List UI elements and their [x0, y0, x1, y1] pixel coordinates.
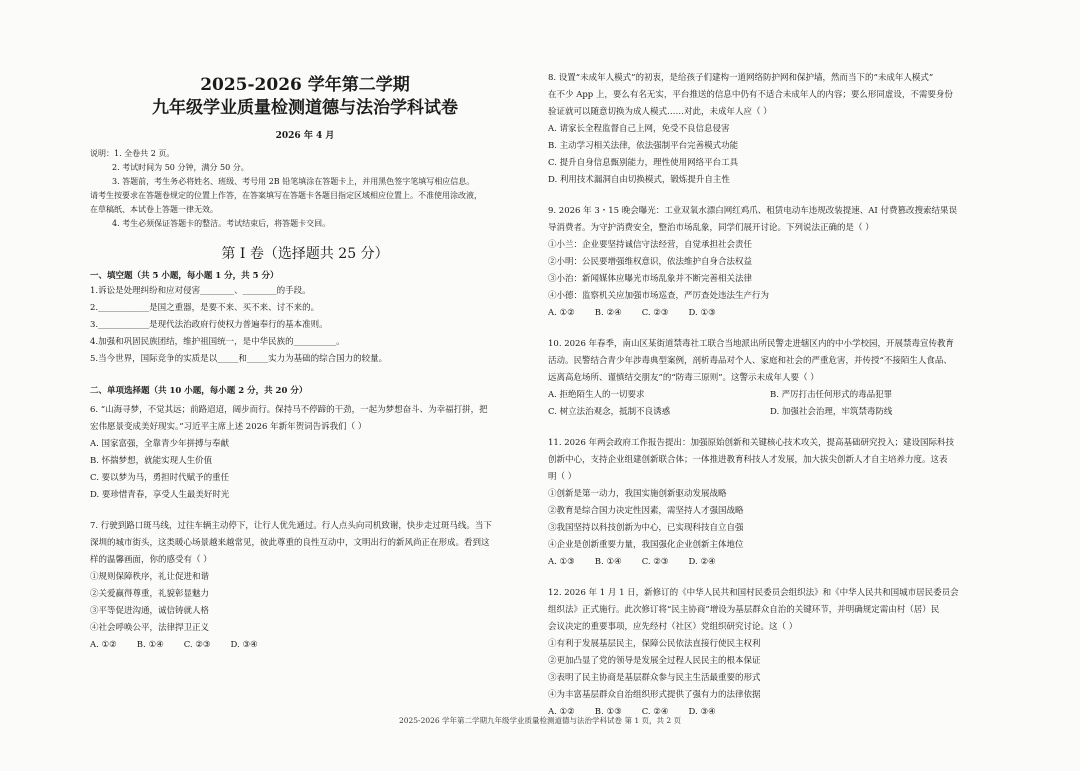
instruction-line: 3. 答题前，考生务必将姓名、班级、考号用 2B 铅笔填涂在答题卡上，并用黑色签字笔填写相应信息。: [112, 177, 475, 186]
option-d: D. ①③: [688, 308, 716, 318]
question-stem: 深圳的城市街头，这类暖心场景越来越常见，彼此尊重的良性互动中，文明出行的新风尚正在形成。看到这: [90, 538, 490, 548]
exam-date: 2026 年 4 月: [275, 131, 335, 141]
statement-item: ④企业是创新重要力量，我国强化企业创新主体地位: [548, 540, 744, 550]
part-one-title: 第 I 卷（选择题共 25 分）: [221, 246, 389, 262]
option-a: A. 拒绝陌生人的一切要求: [548, 390, 645, 400]
option-b: B. ①③: [594, 707, 622, 717]
question-stem: 9. 2026 年 3・15 晚会曝光：工业双氧水漂白网红鸡爪、租赁电动车违规改装提速、AI 付费篡改搜索结果误: [548, 206, 957, 216]
fill-blank-item: 3.____________是现代法治政府行使权力普遍奉行的基本准则。: [90, 320, 328, 330]
option-c: C. 提升自身信息甄别能力，理性使用网络平台工具: [548, 158, 739, 168]
statement-item: ③我国坚持以科技创新为中心，已实现科技自立自强: [548, 523, 744, 533]
question-stem: 7. 行驶到路口斑马线，过往车辆主动停下，让行人优先通过。行人点头向司机致谢，快步走过斑马线。当下: [90, 521, 492, 531]
left-column: [90, 70, 520, 654]
right-column: [548, 70, 992, 721]
statement-item: ②教育是综合国力决定性因素，需坚持人才强国战略: [548, 506, 744, 516]
statement-item: ①规则保障秩序，礼让促进和谐: [90, 572, 210, 582]
statement-item: ④为丰富基层群众自治组织形式提供了强有力的法律依据: [548, 690, 761, 700]
question-stem: 创新中心，支持企业组建创新联合体；一体推进教育科技人才发展，加大拔尖创新人才自主培养力度。这表: [548, 455, 948, 465]
option-d: D. ③④: [688, 707, 716, 717]
option-c: C. ②③: [641, 308, 669, 318]
answer-options-row: [548, 404, 992, 421]
page-footer: 2025-2026 学年第二学期九年级学业质量检测道德与法治学科试卷 第 1 页，共 2 页: [398, 716, 682, 725]
question-stem: 明（ ）: [548, 472, 577, 482]
section-single-choice-title: 二、单项选择题（共 10 小题，每小题 2 分，共 20 分）: [90, 386, 308, 396]
question-stem: 8. 设置“未成年人模式”的初衷，是给孩子们建构一道网络防护网和保护墙，然而当下的“未成年人模式”: [548, 73, 934, 83]
option-b: B. 怀揣梦想，就能实现人生价值: [90, 456, 213, 466]
answer-options: [548, 305, 992, 322]
question-stem: 活动。民警结合青少年涉毒典型案例，剖析毒品对个人、家庭和社会的严重危害，并传授“不接陌生人食品、: [548, 356, 952, 366]
answer-options-row: [548, 387, 992, 404]
option-d: D. ③④: [230, 640, 258, 650]
question-6: [90, 402, 520, 504]
option-c: C. ②③: [641, 557, 669, 567]
option-c: C. ②③: [183, 640, 211, 650]
option-d: D. 加强社会治理，牢筑禁毒防线: [770, 407, 893, 417]
question-7: [90, 518, 520, 654]
question-8: [548, 70, 992, 189]
question-stem: 11. 2026 年两会政府工作报告提出：加强原始创新和关键核心技术攻关，提高基础研究投入；建设国际科技: [548, 438, 955, 448]
statement-item: ④小德：监察机关应加强市场巡查，严厉查处违法生产行为: [548, 291, 770, 301]
question-stem: 在不少 App 上，要么有名无实，平台推送的信息中仍有不适合未成年人的内容；要么形同虚设，不需要身份: [548, 90, 953, 100]
answer-options: [90, 637, 520, 654]
instruction-line: 请考生按要求在答题卷规定的位置上作答，在答案填写在答题卡各题目指定区域相应位置上。不准使用涂改液，: [90, 191, 482, 200]
option-c: C. 要以梦为马，勇担时代赋予的重任: [90, 473, 230, 483]
option-c: C. 树立法治观念，抵制不良诱惑: [548, 407, 671, 417]
statement-item: ③平等促进沟通，诚信铸就人格: [90, 606, 210, 616]
option-b: B. 严厉打击任何形式的毒品犯罪: [770, 390, 893, 400]
instruction-line: 在草稿纸、本试卷上答题一律无效。: [90, 205, 218, 214]
question-stem: 样的温馨画面，你的感受有（ ）: [90, 555, 212, 565]
statement-item: ①有利于发展基层民主，保障公民依法直接行使民主权利: [548, 639, 761, 649]
option-b: B. ②④: [594, 308, 622, 318]
question-stem: 6. “山海寻梦，不觉其远；前路迢迢，阔步而行。保持马不停蹄的干劲，一起为梦想奋斗、为幸福打拼，把: [90, 405, 488, 415]
question-stem: 导消费者。为守护消费安全，整治市场乱象，同学们展开讨论。下列说法正确的是（ ）: [548, 223, 874, 233]
question-stem: 会议决定的重要事项，应先经村（社区）党组织研究讨论。这（ ）: [548, 622, 798, 632]
option-b: B. ①④: [594, 557, 622, 567]
question-12: [548, 585, 992, 721]
option-c: C. ②④: [641, 707, 669, 717]
option-d: D. ②④: [688, 557, 716, 567]
question-stem: 10. 2026 年春季，南山区某街道禁毒社工联合当地派出所民警走进辖区内的中小学校园，开展禁毒宣传教育: [548, 339, 955, 349]
fill-blank-item: 4.加强和巩固民族团结，维护祖国统一，是中华民族的__________。: [90, 337, 345, 347]
option-b: B. 主动学习相关法律，依法强制平台完善模式功能: [548, 141, 739, 151]
option-a: A. ①②: [548, 308, 575, 318]
option-d: D. 要珍惜青春，享受人生最美好时光: [90, 490, 230, 500]
answer-options: [548, 554, 992, 571]
question-10: [548, 336, 992, 421]
question-9: [548, 203, 992, 322]
fill-blank-item: 2.____________是国之重器，是要不来、买不来、讨不来的。: [90, 303, 320, 313]
instruction-line: 4. 考生必须保证答题卡的整洁。考试结束后，将答题卡交回。: [112, 219, 331, 228]
fill-blank-item: 5.当今世界，国际竞争的实质是以_____和_____实力为基础的综合国力的较量。: [90, 354, 388, 364]
statement-item: ②小明：公民要增强维权意识，依法维护自身合法权益: [548, 257, 753, 267]
section-fill-blank-title: 一、填空题（共 5 小题，每小题 1 分，共 5 分）: [90, 271, 279, 281]
statement-item: ③小治：新闻媒体应曝光市场乱象并不断完善相关法律: [548, 274, 753, 284]
statement-item: ④社会呼唤公平，法律捍卫正义: [90, 623, 210, 633]
option-b: B. ①④: [136, 640, 164, 650]
question-11: [548, 435, 992, 571]
question-stem: 宏伟愿景变成美好现实。”习近平主席上述 2026 年新年贺词告诉我们（ ）: [90, 422, 367, 432]
statement-item: ②更加凸显了党的领导是发展全过程人民民主的根本保证: [548, 656, 761, 666]
option-d: D. 利用技术漏洞自由切换模式，锻炼提升自主性: [548, 175, 730, 185]
question-stem: 组织法》正式施行。此次修订将“民主协商”增设为基层群众自治的关键环节，并明确规定需由村（居）民: [548, 605, 940, 615]
exam-title-subject: 九年级学业质量检测道德与法治学科试卷: [152, 98, 458, 118]
fill-blank-item: 1.诉讼是处理纠纷和应对侵害________、________的手段。: [90, 286, 311, 296]
option-a: A. ①②: [90, 640, 117, 650]
option-a: A. 请家长全程监督自己上网，免受不良信息侵害: [548, 124, 730, 134]
statement-item: ①创新是第一动力，我国实施创新驱动发展战略: [548, 489, 727, 499]
question-stem: 12. 2026 年 1 月 1 日，新修订的《中华人民共和国村民委员会组织法》和《中华人民共和国城市居民委员会: [548, 588, 959, 598]
option-a: A. ①②: [548, 707, 575, 717]
option-a: A. ①③: [548, 557, 575, 567]
statement-item: ③表明了民主协商是基层群众参与民主生活最重要的形式: [548, 673, 761, 683]
option-a: A. 国家富强，全靠青少年拼搏与奉献: [90, 439, 230, 449]
question-stem: 验证就可以随意切换为成人模式……对此，未成年人应（ ）: [548, 107, 772, 117]
statement-item: ②关爱赢得尊重，礼貌彰显魅力: [90, 589, 210, 599]
statement-item: ①小兰：企业要坚持诚信守法经营，自觉承担社会责任: [548, 240, 753, 250]
instructions: [90, 147, 520, 231]
exam-title-term: 2025-2026 学年第二学期: [200, 75, 410, 95]
instruction-line: 2. 考试时间为 50 分钟，满分 50 分。: [112, 163, 249, 172]
question-stem: 远离高危场所、谨慎结交朋友”的“防毒三原则”。这警示未成年人要（ ）: [548, 373, 819, 383]
instruction-line: 说明：1. 全卷共 2 页。: [90, 149, 175, 158]
